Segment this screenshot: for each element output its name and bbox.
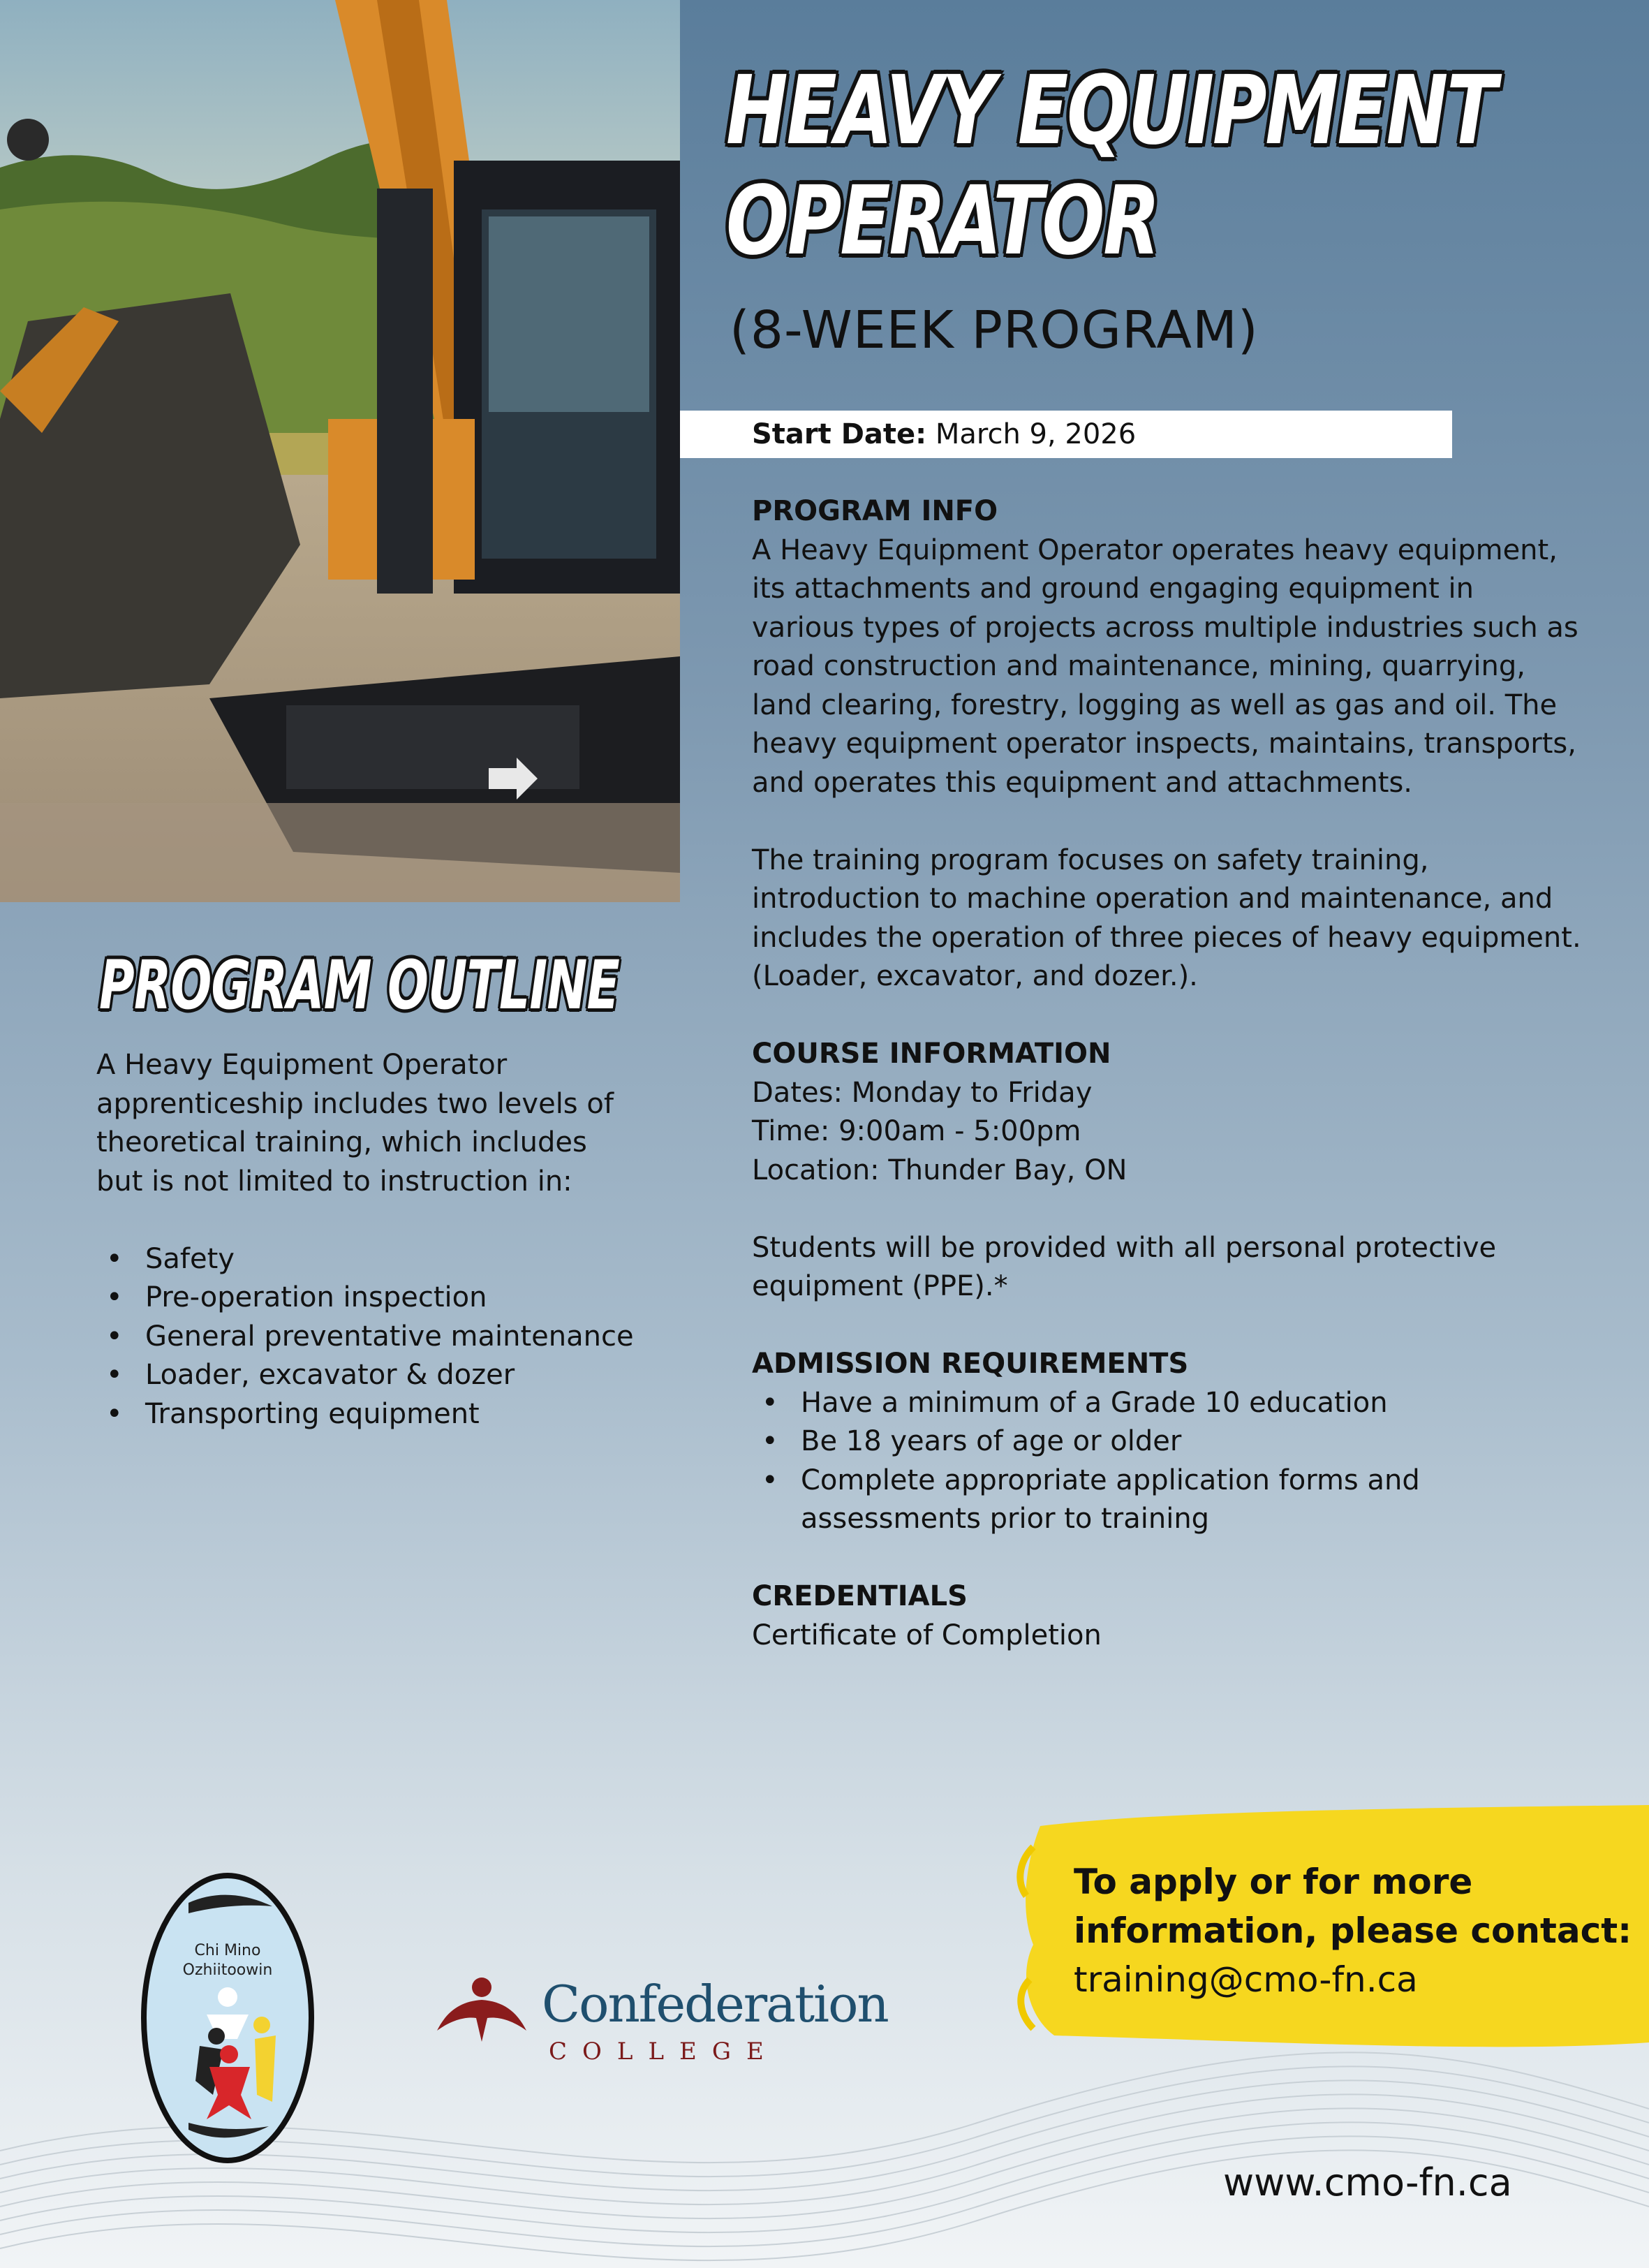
admission-item: • Have a minimum of a Grade 10 education xyxy=(801,1384,1583,1423)
credentials-value: Certificate of Completion xyxy=(752,1619,1102,1651)
outline-heading: PROGRAM OUTLINE xyxy=(99,946,619,1024)
seal-text-2: Ozhiitoowin xyxy=(182,1961,273,1979)
outline-intro: A Heavy Equipment Operator apprenticeship includes two levels of theoretical training, which includes but is not limited to instruction in: xyxy=(96,1049,614,1198)
admission-heading: ADMISSION REQUIREMENTS xyxy=(752,1348,1189,1380)
credentials-heading: CREDENTIALS xyxy=(752,1580,968,1612)
start-date-value: March 9, 2026 xyxy=(935,418,1137,450)
title-line-2: OPERATOR xyxy=(726,166,1159,277)
course-info-heading: COURSE INFORMATION xyxy=(752,1038,1111,1070)
contact-block xyxy=(1074,1857,1632,2004)
contact-line-1: To apply or for more xyxy=(1074,1862,1473,1902)
admission-item: • Complete appropriate application forms and assessments prior to training xyxy=(801,1461,1583,1539)
outline-item: • Loader, excavator & dozer xyxy=(145,1356,641,1395)
college-emblem-icon xyxy=(433,1975,531,2045)
ppe-note: Students will be provided with all personal protective equipment (PPE).* xyxy=(752,1231,1497,1302)
outline-item: • Pre-operation inspection xyxy=(145,1279,641,1318)
outline-item: • Transporting equipment xyxy=(145,1395,641,1434)
outline-item: • Safety xyxy=(145,1240,641,1279)
college-subtext: COLLEGE xyxy=(549,2038,779,2066)
program-info-heading: PROGRAM INFO xyxy=(752,495,998,527)
confederation-college-logo xyxy=(433,1969,888,2074)
website-link[interactable]: www.cmo-fn.ca xyxy=(1223,2160,1512,2204)
outline-list xyxy=(96,1240,641,1434)
program-info-paragraph-1: A Heavy Equipment Operator operates heavy equipment, its attachments and ground engaging equipment in various types of projects across multiple industries such as road construction and maintenance, mining, quarrying, land clearing, forestry, logging as well as gas and oil. The heavy equipment operator inspects, maintains, transports, and operates this equipment and attachments. xyxy=(752,533,1578,799)
title-line-1: HEAVY EQUIPMENT xyxy=(726,56,1496,166)
course-dates: Dates: Monday to Friday xyxy=(752,1076,1093,1109)
contact-line-2: information, please contact: xyxy=(1074,1910,1632,1951)
excavator-illustration xyxy=(0,0,680,902)
right-column xyxy=(752,492,1583,1655)
contact-email[interactable]: training@cmo-fn.ca xyxy=(1074,1959,1418,2000)
course-time: Time: 9:00am - 5:00pm xyxy=(752,1115,1081,1147)
admission-item: • Be 18 years of age or older xyxy=(801,1422,1583,1461)
left-column xyxy=(96,1046,641,1434)
program-length: (8-WEEK PROGRAM) xyxy=(730,300,1259,360)
start-date-label: Start Date: xyxy=(752,418,927,450)
seal-text-1: Chi Mino xyxy=(194,1942,261,1959)
admission-list xyxy=(752,1384,1583,1539)
program-info-paragraph-2: The training program focuses on safety training, introduction to machine operation and maintenance, and includes the operation of three pieces of heavy equipment. (Loader, excavator, and dozer.). xyxy=(752,844,1581,992)
college-name: Confederation xyxy=(542,1975,888,2033)
outline-item: • General preventative maintenance xyxy=(145,1318,641,1357)
page-title xyxy=(726,56,1495,277)
excavator-photo xyxy=(0,0,680,902)
start-date xyxy=(752,413,1136,455)
chi-mino-ozhiitoowin-logo xyxy=(140,1871,316,2165)
course-location: Location: Thunder Bay, ON xyxy=(752,1154,1127,1186)
